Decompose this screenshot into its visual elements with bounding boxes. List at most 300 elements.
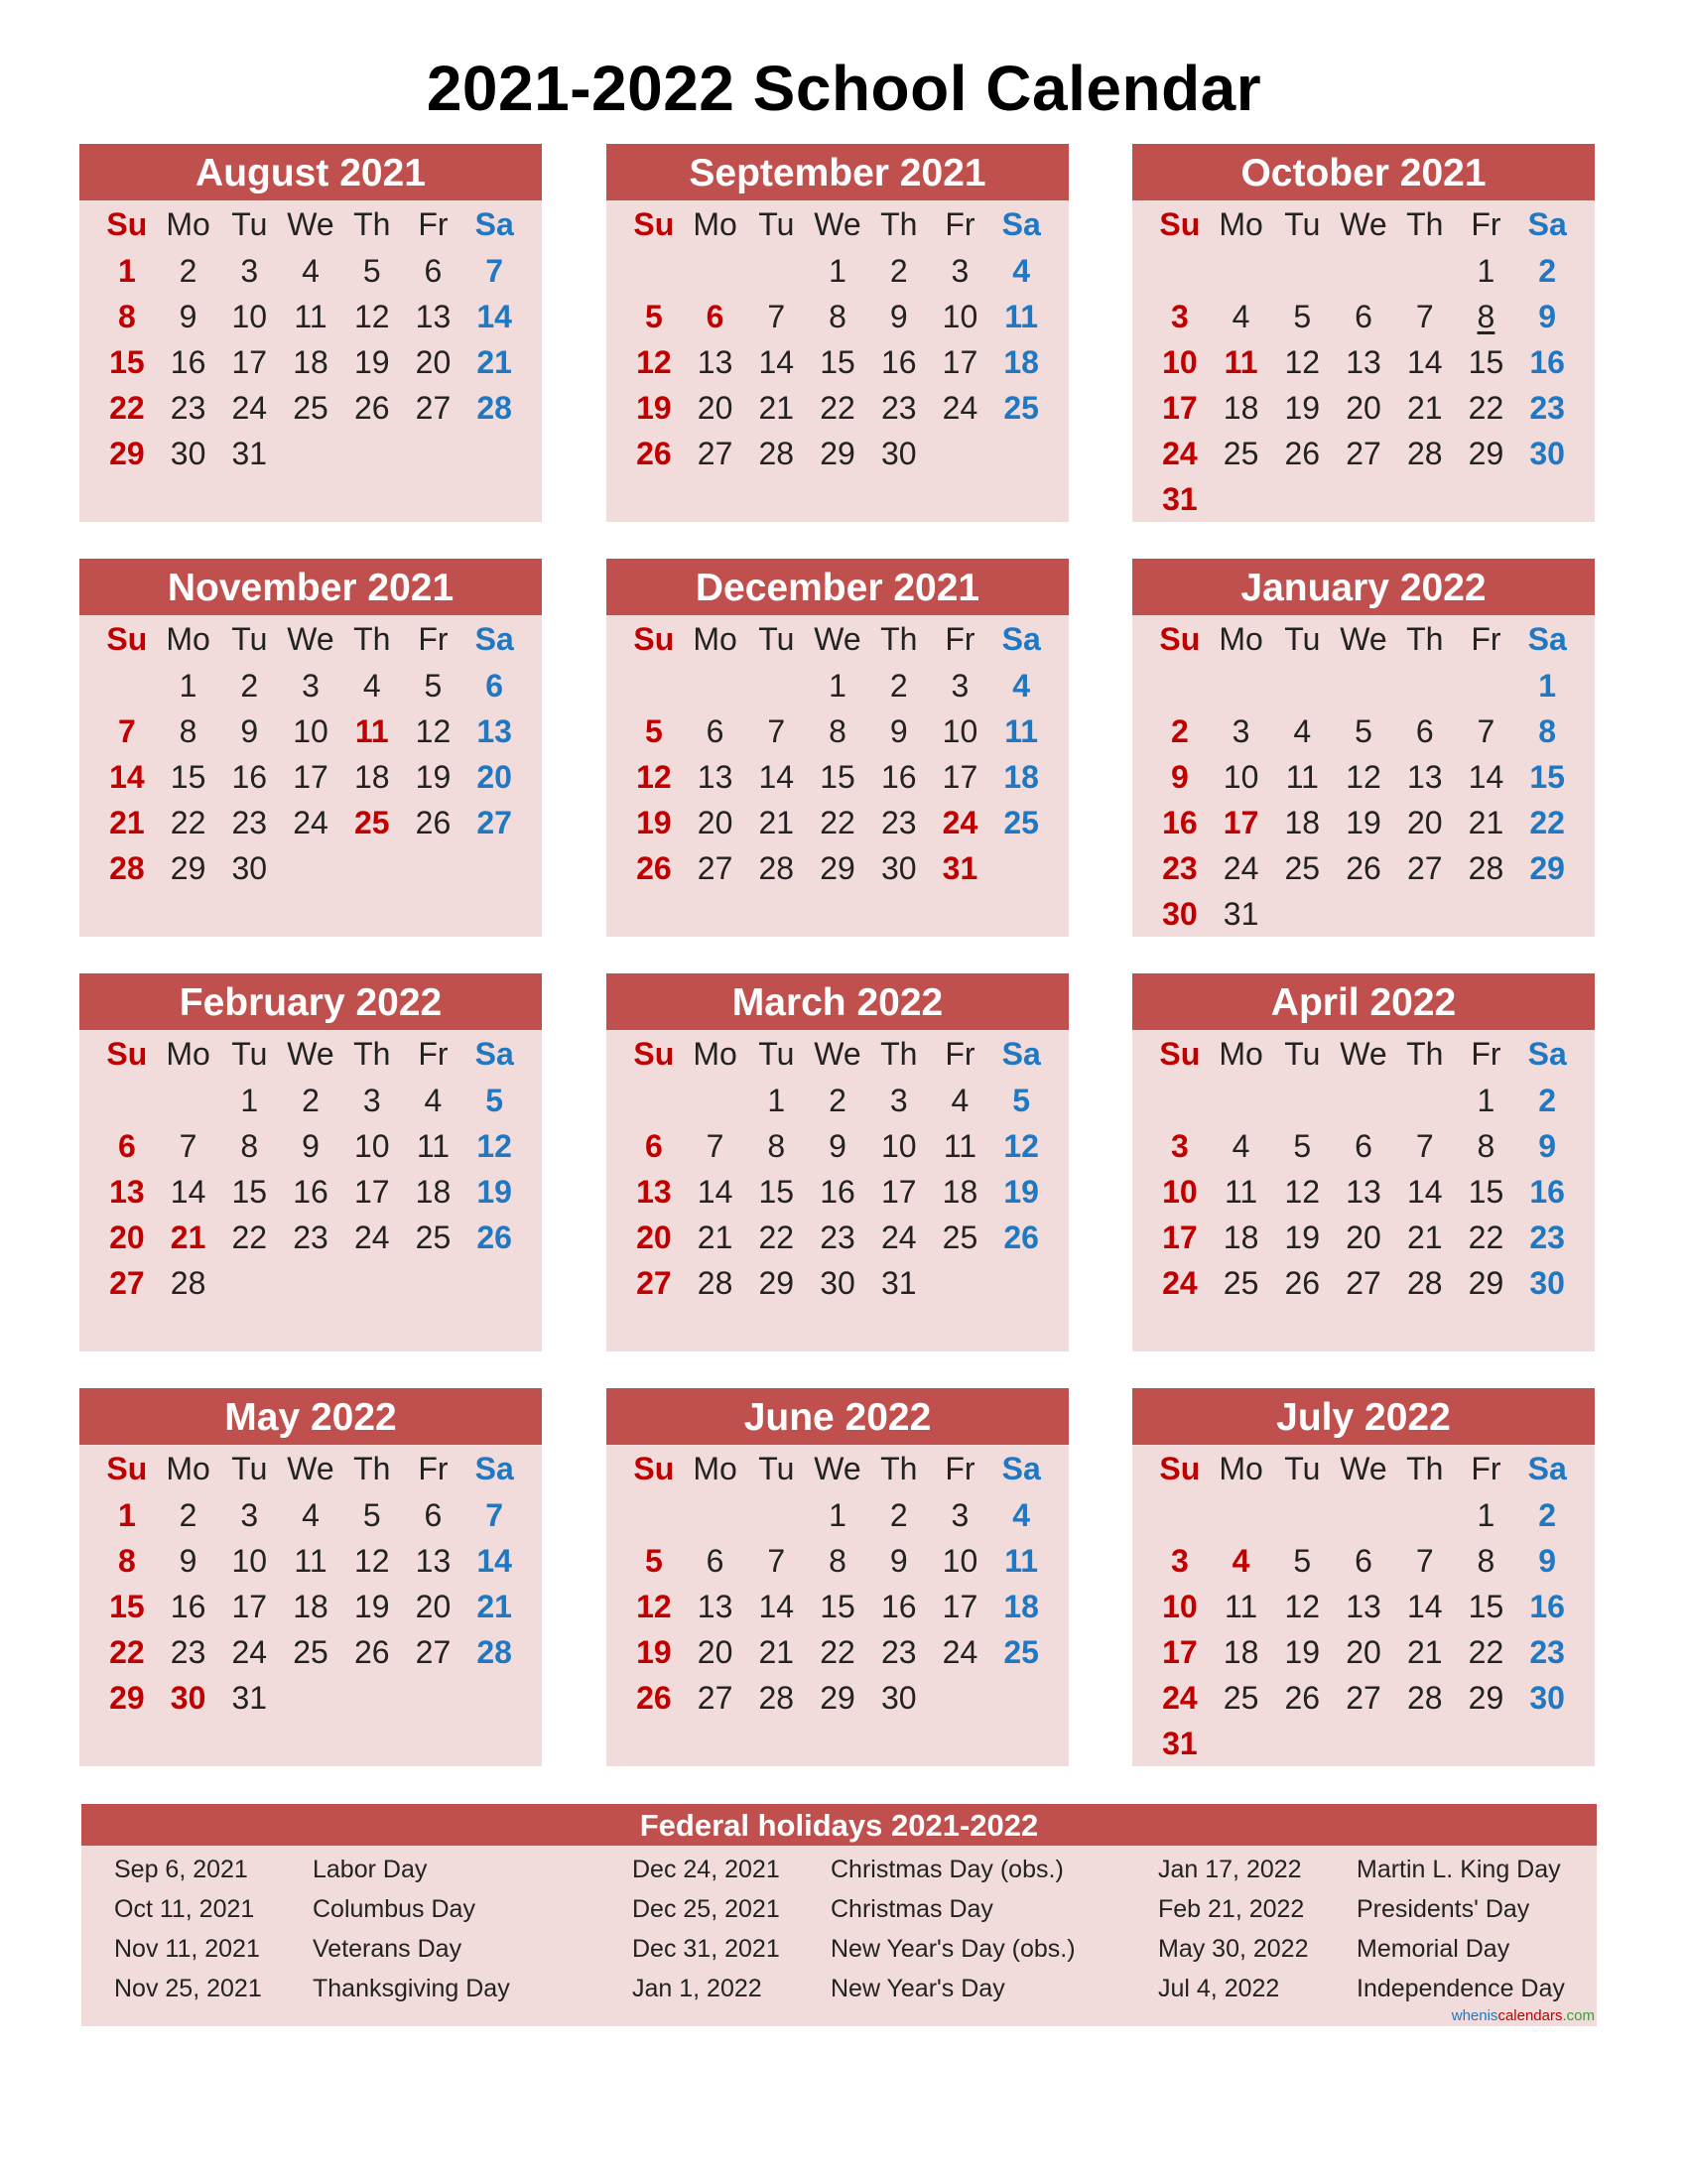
day-cell: 24: [293, 805, 328, 840]
day-cell: 10: [1162, 1589, 1198, 1624]
day-cell: 16: [170, 1589, 206, 1624]
day-cell: 17: [231, 1589, 268, 1624]
holiday-row: [632, 1850, 1076, 1889]
week-row: [79, 385, 542, 431]
day-cell: 26: [636, 1680, 672, 1716]
day-cell: 7: [1415, 1543, 1434, 1579]
day-cell: 22: [109, 390, 145, 426]
weekday-label: Fr: [1471, 206, 1501, 242]
empty-day-cell: [1333, 476, 1394, 522]
day-cell: 22: [820, 1634, 855, 1670]
day-cell: 4: [1232, 299, 1250, 334]
day-cell: 25: [293, 390, 328, 426]
day-cell: 28: [1406, 1680, 1443, 1716]
day-cell: 12: [636, 344, 672, 380]
month-title: July 2022: [1132, 1388, 1595, 1445]
day-cell: 7: [179, 1128, 197, 1164]
month-panel: [79, 973, 542, 1351]
empty-day-cell: [1271, 1078, 1333, 1123]
day-cell: 28: [758, 850, 795, 886]
empty-day-cell: [1394, 663, 1456, 708]
weekday-label: Sa: [474, 206, 514, 242]
day-cell: 26: [476, 1220, 512, 1255]
month-title: March 2022: [606, 973, 1069, 1030]
day-cell: 13: [636, 1174, 672, 1210]
holiday-row: [1158, 1929, 1565, 1969]
day-cell: 19: [353, 1589, 390, 1624]
week-row: [606, 1215, 1069, 1260]
weekday-label: Tu: [1284, 206, 1321, 242]
weekday-label: We: [287, 206, 334, 242]
day-cell: 13: [697, 344, 733, 380]
weekday-label: Th: [353, 206, 391, 242]
empty-day-cell: [403, 1260, 464, 1306]
day-cell: 31: [1162, 1726, 1198, 1761]
day-cell: 17: [942, 1589, 978, 1624]
day-cell: 16: [1162, 805, 1198, 840]
empty-day-cell: [280, 431, 341, 476]
weekday-label: Mo: [166, 206, 210, 242]
day-cell: 20: [1346, 1220, 1381, 1255]
day-cell: 25: [1223, 436, 1259, 471]
day-cell: 6: [424, 253, 443, 289]
day-cell: 1: [117, 1497, 136, 1533]
day-cell: 14: [476, 299, 512, 334]
day-cell: 15: [1529, 759, 1565, 795]
empty-day-cell: [1211, 248, 1272, 294]
week-row: [1132, 1215, 1595, 1260]
weekday-label: Fr: [418, 1451, 449, 1486]
day-cell: 30: [820, 1265, 855, 1301]
day-cell: 19: [353, 344, 390, 380]
day-cell: 4: [1232, 1128, 1250, 1164]
weekday-label: Th: [880, 1451, 918, 1486]
month-panel: [79, 144, 542, 522]
day-cell: 10: [880, 1128, 917, 1164]
weekday-label: Sa: [1527, 621, 1567, 657]
weekday-header-row: [1132, 200, 1595, 248]
week-row: [606, 248, 1069, 294]
day-cell: 31: [231, 1680, 268, 1716]
weekday-label: Sa: [1001, 621, 1041, 657]
day-cell: 8: [1538, 713, 1557, 749]
day-cell: 8: [829, 299, 846, 334]
empty-day-cell: [1394, 1492, 1456, 1538]
credit-part-1: whenis: [1451, 2007, 1498, 2024]
day-cell: 27: [1346, 1265, 1381, 1301]
day-cell: 3: [951, 1497, 970, 1533]
day-cell: 21: [1406, 1634, 1443, 1670]
day-cell: 11: [1285, 759, 1319, 795]
day-cell: 21: [476, 344, 512, 380]
empty-day-cell: [1211, 1078, 1272, 1123]
day-cell: 22: [820, 805, 855, 840]
day-cell: 22: [1468, 390, 1504, 426]
week-row: [79, 1538, 542, 1584]
weekday-label: Su: [633, 1451, 675, 1486]
weekday-label: We: [814, 621, 861, 657]
day-cell: 30: [231, 850, 268, 886]
day-cell: 4: [1012, 1497, 1031, 1533]
month-title: May 2022: [79, 1388, 542, 1445]
day-cell: 11: [294, 299, 327, 334]
day-cell: 19: [415, 759, 452, 795]
holiday-date: May 30, 2022: [1158, 1935, 1309, 1963]
week-row: [606, 294, 1069, 339]
day-cell: 12: [636, 759, 672, 795]
day-cell: 30: [880, 850, 917, 886]
weekday-label: Sa: [1001, 206, 1041, 242]
day-cell: 15: [109, 344, 145, 380]
empty-day-cell: [1211, 663, 1272, 708]
day-cell: 14: [109, 759, 145, 795]
day-cell: 25: [942, 1220, 978, 1255]
weekday-label: Tu: [1284, 1451, 1321, 1486]
weekday-label: Mo: [1219, 621, 1263, 657]
day-cell: 10: [231, 1543, 268, 1579]
credit-part-3: .com: [1562, 2007, 1595, 2024]
month-title: December 2021: [606, 559, 1069, 615]
week-row: [79, 1675, 542, 1721]
weekday-label: Su: [633, 1036, 675, 1072]
day-cell: 11: [1004, 1543, 1039, 1579]
site-credit[interactable]: [1452, 2008, 1595, 2024]
empty-day-cell: [745, 248, 807, 294]
weekday-label: Fr: [945, 206, 975, 242]
empty-day-cell: [1333, 891, 1394, 937]
week-row: [1132, 1169, 1595, 1215]
weekday-label: Mo: [693, 1451, 737, 1486]
day-cell: 13: [1406, 759, 1443, 795]
day-cell: 6: [1415, 713, 1434, 749]
day-cell: 16: [1529, 344, 1565, 380]
day-cell: 28: [1406, 436, 1443, 471]
empty-day-cell: [930, 431, 991, 476]
day-cell: 3: [951, 668, 970, 704]
day-cell: 16: [231, 759, 268, 795]
day-cell: 19: [1346, 805, 1381, 840]
week-row: [1132, 431, 1595, 476]
day-cell: 6: [424, 1497, 443, 1533]
empty-day-cell: [990, 845, 1052, 891]
day-cell: 20: [697, 390, 733, 426]
day-cell: 24: [880, 1220, 917, 1255]
day-cell: 27: [1346, 1680, 1381, 1716]
day-cell: 9: [240, 713, 259, 749]
day-cell: 17: [1162, 1634, 1198, 1670]
weekday-label: Sa: [474, 621, 514, 657]
holiday-date: Oct 11, 2021: [114, 1895, 255, 1923]
week-row: [606, 845, 1069, 891]
holidays-title: Federal holidays 2021-2022: [81, 1804, 1597, 1846]
day-cell: 8: [117, 299, 136, 334]
month-panel: [79, 559, 542, 937]
day-cell: 4: [302, 1497, 320, 1533]
day-cell: 28: [697, 1265, 733, 1301]
empty-day-cell: [96, 663, 158, 708]
day-cell: 15: [820, 1589, 855, 1624]
weekday-label: Fr: [945, 621, 975, 657]
day-cell: 14: [758, 1589, 795, 1624]
day-cell: 15: [1468, 1174, 1504, 1210]
day-cell: 13: [697, 759, 733, 795]
day-cell: 25: [1284, 850, 1321, 886]
week-row: [1132, 1675, 1595, 1721]
day-cell: 2: [829, 1083, 846, 1118]
day-cell: 25: [415, 1220, 452, 1255]
day-cell: 5: [1293, 1543, 1312, 1579]
day-cell: 18: [1284, 805, 1321, 840]
week-row: [1132, 1123, 1595, 1169]
day-cell: 19: [636, 1634, 672, 1670]
day-cell: 15: [231, 1174, 268, 1210]
day-cell: 25: [1223, 1680, 1259, 1716]
day-cell: 19: [636, 390, 672, 426]
weekday-label: Su: [1159, 1036, 1201, 1072]
empty-day-cell: [685, 248, 746, 294]
day-cell: 21: [170, 1220, 206, 1255]
weekday-label: Fr: [1471, 1036, 1501, 1072]
day-cell: 20: [697, 805, 733, 840]
week-row: [1132, 1538, 1595, 1584]
day-cell: 25: [1003, 390, 1039, 426]
weekday-label: We: [287, 621, 334, 657]
week-row: [79, 1215, 542, 1260]
day-cell: 23: [231, 805, 268, 840]
holiday-row: [1158, 1969, 1565, 2008]
day-cell: 27: [109, 1265, 145, 1301]
day-cell: 9: [1538, 1543, 1557, 1579]
empty-day-cell: [280, 1675, 341, 1721]
day-cell: 8: [117, 1543, 136, 1579]
day-cell: 13: [1346, 344, 1381, 380]
empty-day-cell: [341, 1260, 403, 1306]
day-cell: 9: [1170, 759, 1189, 795]
day-cell: 10: [1162, 1174, 1198, 1210]
weekday-header-row: [606, 1030, 1069, 1078]
week-row: [1132, 800, 1595, 845]
day-cell: 7: [485, 253, 504, 289]
week-row: [606, 1538, 1069, 1584]
week-row: [1132, 1078, 1595, 1123]
day-cell: 17: [942, 344, 978, 380]
day-cell: 16: [880, 759, 917, 795]
day-cell: 20: [415, 344, 452, 380]
weekday-label: Tu: [758, 206, 795, 242]
day-cell: 19: [1284, 390, 1321, 426]
empty-day-cell: [1394, 1721, 1456, 1766]
day-cell: 1: [1477, 1497, 1495, 1533]
weekday-label: Fr: [418, 206, 449, 242]
day-cell: 7: [767, 299, 786, 334]
day-cell: 20: [415, 1589, 452, 1624]
day-cell: 23: [170, 1634, 206, 1670]
holiday-name: Labor Day: [313, 1856, 428, 1883]
holiday-name: Christmas Day (obs.): [831, 1856, 1064, 1883]
month-panel: [606, 1388, 1069, 1766]
day-cell: 30: [1529, 1265, 1565, 1301]
day-cell: 3: [362, 1083, 381, 1118]
empty-day-cell: [463, 845, 525, 891]
day-cell: 8: [767, 1128, 786, 1164]
day-cell: 24: [942, 390, 978, 426]
week-row: [79, 431, 542, 476]
day-cell: 16: [820, 1174, 855, 1210]
day-cell: 24: [1223, 850, 1259, 886]
weekday-label: Mo: [693, 1036, 737, 1072]
empty-day-cell: [1333, 1492, 1394, 1538]
day-cell: 19: [1284, 1634, 1321, 1670]
day-cell: 12: [353, 299, 390, 334]
empty-day-cell: [745, 663, 807, 708]
holiday-date: Jan 17, 2022: [1158, 1856, 1302, 1883]
day-cell: 10: [1162, 344, 1198, 380]
day-cell: 27: [1406, 850, 1443, 886]
day-cell: 12: [476, 1128, 512, 1164]
day-cell: 30: [170, 1680, 206, 1716]
day-cell: 14: [697, 1174, 733, 1210]
day-cell: 11: [1224, 1174, 1258, 1210]
day-cell: 3: [951, 253, 970, 289]
day-cell: 24: [1162, 436, 1198, 471]
federal-holidays-panel: [81, 1804, 1597, 2026]
month-title: October 2021: [1132, 144, 1595, 200]
day-cell: 8: [1477, 1543, 1495, 1579]
day-cell: 4: [1012, 253, 1031, 289]
day-cell: 12: [1284, 344, 1321, 380]
week-row: [606, 1123, 1069, 1169]
holiday-row: [632, 1969, 1076, 2008]
day-cell: 28: [1468, 850, 1504, 886]
day-cell: 22: [1468, 1634, 1504, 1670]
day-cell: 26: [1284, 436, 1321, 471]
week-row: [606, 1675, 1069, 1721]
day-cell: 13: [476, 713, 512, 749]
day-cell: 22: [109, 1634, 145, 1670]
day-cell: 4: [424, 1083, 443, 1118]
day-cell: 31: [942, 850, 978, 886]
weekday-label: We: [287, 1036, 334, 1072]
day-cell: 26: [636, 850, 672, 886]
weekday-label: We: [1340, 621, 1387, 657]
empty-day-cell: [1149, 1078, 1211, 1123]
weekday-label: We: [814, 1036, 861, 1072]
week-row: [606, 1629, 1069, 1675]
day-cell: 30: [880, 436, 917, 471]
day-cell: 9: [889, 299, 908, 334]
day-cell: 23: [1529, 1634, 1565, 1670]
day-cell: 24: [353, 1220, 390, 1255]
day-cell: 12: [1346, 759, 1381, 795]
day-cell: 6: [706, 299, 724, 334]
holiday-date: Feb 21, 2022: [1158, 1895, 1305, 1923]
weekday-label: Fr: [418, 1036, 449, 1072]
holiday-date: Nov 11, 2021: [114, 1935, 260, 1963]
day-cell: 26: [1003, 1220, 1039, 1255]
day-cell: 5: [362, 1497, 381, 1533]
day-cell: 29: [1468, 1265, 1504, 1301]
weekday-header-row: [79, 1445, 542, 1492]
week-row: [1132, 1721, 1595, 1766]
day-cell: 1: [117, 253, 136, 289]
day-cell: 3: [240, 253, 259, 289]
weekday-label: Th: [880, 1036, 918, 1072]
day-cell: 27: [697, 850, 733, 886]
day-cell: 2: [889, 1497, 908, 1533]
day-cell: 12: [636, 1589, 672, 1624]
month-title: November 2021: [79, 559, 542, 615]
weekday-header-row: [1132, 1030, 1595, 1078]
weekday-label: Tu: [231, 1451, 268, 1486]
day-cell: 21: [697, 1220, 733, 1255]
weekday-label: Sa: [1527, 206, 1567, 242]
holiday-column: [1158, 1850, 1565, 2008]
day-cell: 24: [231, 1634, 268, 1670]
weekday-label: Sa: [1001, 1451, 1041, 1486]
weekday-header-row: [79, 1030, 542, 1078]
week-row: [606, 1078, 1069, 1123]
weekday-label: We: [287, 1451, 334, 1486]
day-cell: 12: [353, 1543, 390, 1579]
week-row: [79, 663, 542, 708]
week-row: [1132, 891, 1595, 937]
week-row: [1132, 385, 1595, 431]
day-cell: 6: [485, 668, 504, 704]
page-title: 2021-2022 School Calendar: [426, 53, 1262, 124]
day-cell: 4: [1293, 713, 1312, 749]
day-cell: 6: [117, 1128, 136, 1164]
day-cell: 7: [117, 713, 136, 749]
month-panel: [1132, 973, 1595, 1351]
empty-day-cell: [1271, 663, 1333, 708]
holiday-date: Jul 4, 2022: [1158, 1975, 1280, 2002]
weekday-label: We: [814, 206, 861, 242]
day-cell: 19: [476, 1174, 512, 1210]
week-row: [606, 708, 1069, 754]
day-cell: 18: [353, 759, 390, 795]
weekday-label: Su: [106, 206, 148, 242]
day-cell: 25: [1003, 1634, 1039, 1670]
weekday-label: We: [814, 1451, 861, 1486]
weekday-label: Th: [1406, 206, 1444, 242]
day-cell: 1: [240, 1083, 259, 1118]
month-panel: [1132, 1388, 1595, 1766]
day-cell: 9: [1538, 1128, 1557, 1164]
day-cell: 7: [706, 1128, 724, 1164]
empty-day-cell: [1456, 476, 1517, 522]
day-cell: 17: [880, 1174, 917, 1210]
empty-day-cell: [623, 248, 685, 294]
day-cell: 16: [880, 344, 917, 380]
day-cell: 29: [820, 1680, 855, 1716]
day-cell: 10: [942, 1543, 978, 1579]
weekday-label: Mo: [1219, 1451, 1263, 1486]
empty-day-cell: [96, 1078, 158, 1123]
day-cell: 27: [415, 1634, 452, 1670]
day-cell: 22: [170, 805, 206, 840]
day-cell: 18: [415, 1174, 452, 1210]
day-cell: 6: [706, 1543, 724, 1579]
day-cell: 28: [476, 1634, 512, 1670]
day-cell: 26: [1284, 1265, 1321, 1301]
day-cell: 6: [706, 713, 724, 749]
day-cell: 7: [485, 1497, 504, 1533]
empty-day-cell: [1211, 1492, 1272, 1538]
day-cell: 25: [353, 805, 390, 840]
empty-day-cell: [403, 1675, 464, 1721]
empty-day-cell: [1271, 1492, 1333, 1538]
day-cell: 9: [1538, 299, 1557, 334]
